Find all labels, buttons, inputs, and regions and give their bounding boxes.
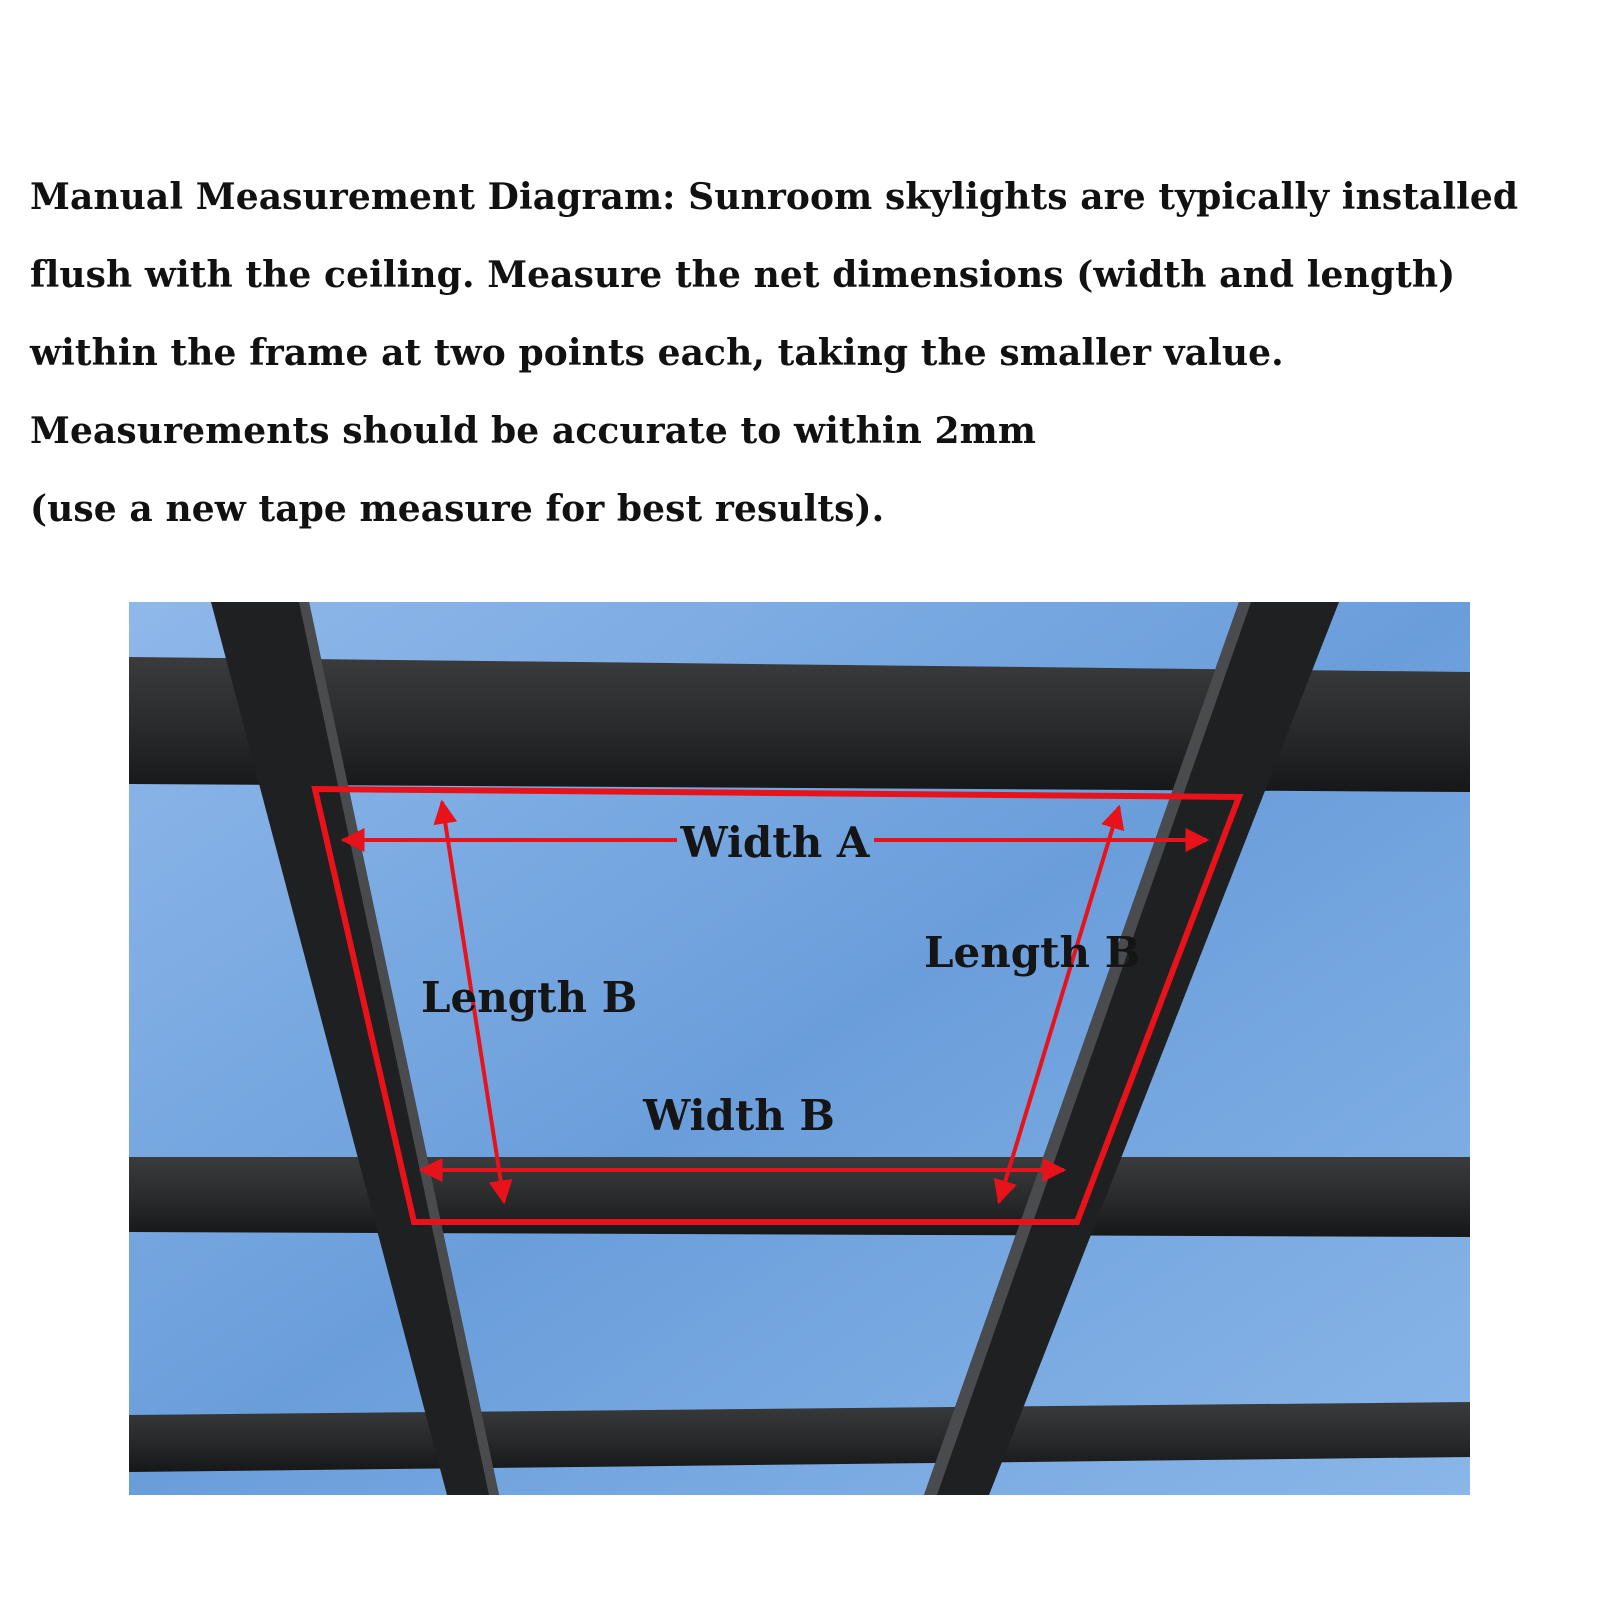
length-b-left-label: Length B: [421, 973, 638, 1022]
instruction-line-3: within the frame at two points each, taking the smaller value.: [30, 332, 1284, 374]
instructions-text: [30, 158, 1600, 548]
skylight-photo: [129, 602, 1470, 1495]
instruction-line-5: (use a new tape measure for best results).: [30, 488, 885, 530]
skylight-diagram: [129, 602, 1470, 1495]
length-b-right-label: Length B: [924, 928, 1141, 977]
width-b-label: Width B: [643, 1091, 835, 1140]
width-a-label: Width A: [680, 818, 870, 867]
instruction-line-4: Measurements should be accurate to within 2mm: [30, 410, 1037, 452]
instruction-line-1: Manual Measurement Diagram: Sunroom skylights are typically installed: [30, 176, 1519, 218]
instruction-line-2: flush with the ceiling. Measure the net dimensions (width and length): [30, 254, 1456, 296]
